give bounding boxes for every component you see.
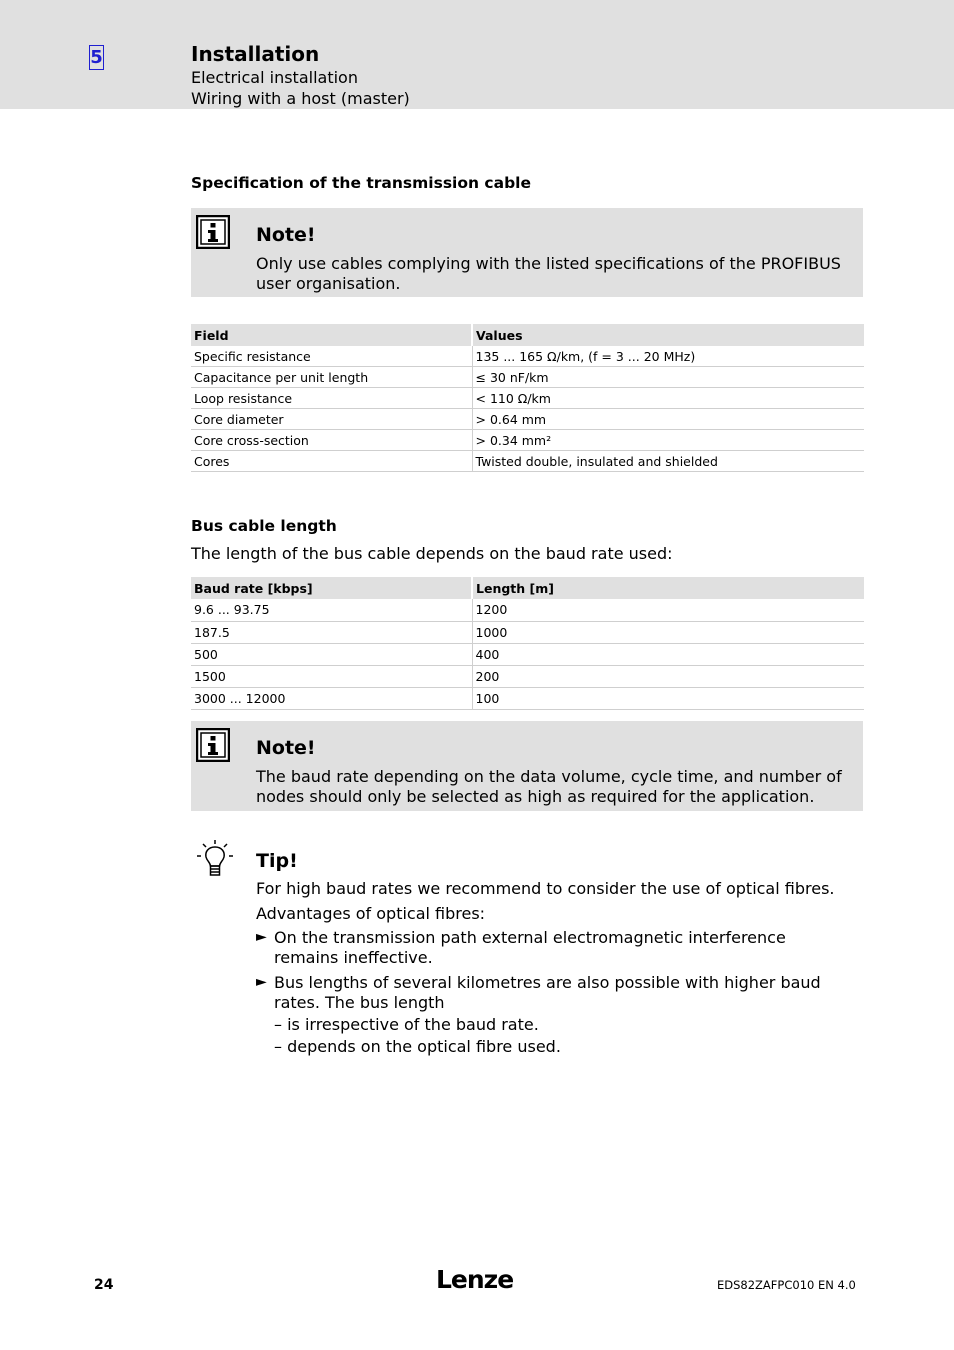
column-header: Baud rate [kbps] bbox=[191, 577, 472, 599]
spec-heading: Specification of the transmission cable bbox=[191, 174, 532, 192]
table-row bbox=[191, 388, 864, 409]
lightbulb-icon bbox=[196, 839, 236, 879]
table-cell: 100 bbox=[472, 687, 864, 709]
note-title: Note! bbox=[256, 224, 316, 246]
column-header: Field bbox=[191, 324, 472, 346]
subsection-subtitle: Wiring with a host (master) bbox=[191, 89, 410, 108]
table-cell: 1500 bbox=[191, 665, 472, 687]
table-cell: ≤ 30 nF/km bbox=[472, 367, 864, 388]
table-cell: Specific resistance bbox=[191, 346, 472, 367]
tip-title: Tip! bbox=[256, 850, 298, 872]
sub-list-item: – is irrespective of the baud rate. bbox=[274, 1015, 539, 1034]
table-row bbox=[191, 687, 864, 709]
table-row bbox=[191, 367, 864, 388]
sub-list-item: – depends on the optical fibre used. bbox=[274, 1037, 561, 1056]
page-header bbox=[0, 0, 954, 109]
table-cell: Capacitance per unit length bbox=[191, 367, 472, 388]
document-id: EDS82ZAFPC010 EN 4.0 bbox=[717, 1278, 856, 1292]
note-text: The baud rate depending on the data volume, cycle time, and number of nodes should only be selected as high as required for the application. bbox=[256, 767, 842, 806]
table-cell: Core diameter bbox=[191, 409, 472, 430]
table-row bbox=[191, 430, 864, 451]
table-row bbox=[191, 409, 864, 430]
table-cell: 9.6 ... 93.75 bbox=[191, 599, 472, 621]
tip-text: Advantages of optical fibres: bbox=[256, 904, 486, 923]
page-number: 24 bbox=[94, 1277, 114, 1293]
table-header-row bbox=[191, 577, 864, 599]
table-cell: 400 bbox=[472, 643, 864, 665]
table-cell: < 110 Ω/km bbox=[472, 388, 864, 409]
table-cell: 1000 bbox=[472, 621, 864, 643]
table-row bbox=[191, 599, 864, 621]
note-title: Note! bbox=[256, 737, 316, 759]
list-item: On the transmission path external electromagnetic interference remains ineffective. bbox=[274, 928, 786, 967]
note-box-cable bbox=[191, 208, 863, 297]
bus-length-intro: The length of the bus cable depends on the baud rate used: bbox=[191, 544, 673, 563]
baud-rate-table bbox=[191, 577, 864, 710]
note-text: Only use cables complying with the listed specifications of the PROFIBUS user organisation. bbox=[256, 254, 841, 293]
bullet-arrow-icon: ► bbox=[256, 929, 267, 945]
chapter-number[interactable]: 5 bbox=[90, 47, 103, 68]
table-row bbox=[191, 643, 864, 665]
note-box-baud bbox=[191, 721, 863, 811]
cable-spec-table bbox=[191, 324, 864, 472]
table-cell: Core cross-section bbox=[191, 430, 472, 451]
column-header: Length [m] bbox=[472, 577, 864, 599]
table-header-row bbox=[191, 324, 864, 346]
table-cell: > 0.64 mm bbox=[472, 409, 864, 430]
table-cell: Loop resistance bbox=[191, 388, 472, 409]
table-cell: Cores bbox=[191, 451, 472, 472]
lenze-logo: Lenze bbox=[436, 1265, 514, 1294]
table-row bbox=[191, 346, 864, 367]
table-row bbox=[191, 451, 864, 472]
list-item: Bus lengths of several kilometres are also possible with higher baud rates. The bus length bbox=[274, 973, 821, 1012]
tip-text: For high baud rates we recommend to consider the use of optical fibres. bbox=[256, 879, 835, 898]
table-row bbox=[191, 665, 864, 687]
bus-length-heading: Bus cable length bbox=[191, 517, 337, 535]
table-cell: 187.5 bbox=[191, 621, 472, 643]
chapter-title: Installation bbox=[191, 42, 320, 66]
table-cell: 135 ... 165 Ω/km, (f = 3 ... 20 MHz) bbox=[472, 346, 864, 367]
column-header: Values bbox=[472, 324, 864, 346]
info-icon bbox=[196, 215, 230, 249]
info-icon bbox=[196, 728, 230, 762]
table-row bbox=[191, 621, 864, 643]
table-cell: 3000 ... 12000 bbox=[191, 687, 472, 709]
table-cell: 1200 bbox=[472, 599, 864, 621]
table-cell: > 0.34 mm² bbox=[472, 430, 864, 451]
table-cell: 200 bbox=[472, 665, 864, 687]
table-cell: 500 bbox=[191, 643, 472, 665]
bullet-arrow-icon: ► bbox=[256, 974, 267, 990]
section-subtitle: Electrical installation bbox=[191, 68, 358, 87]
table-cell: Twisted double, insulated and shielded bbox=[472, 451, 864, 472]
